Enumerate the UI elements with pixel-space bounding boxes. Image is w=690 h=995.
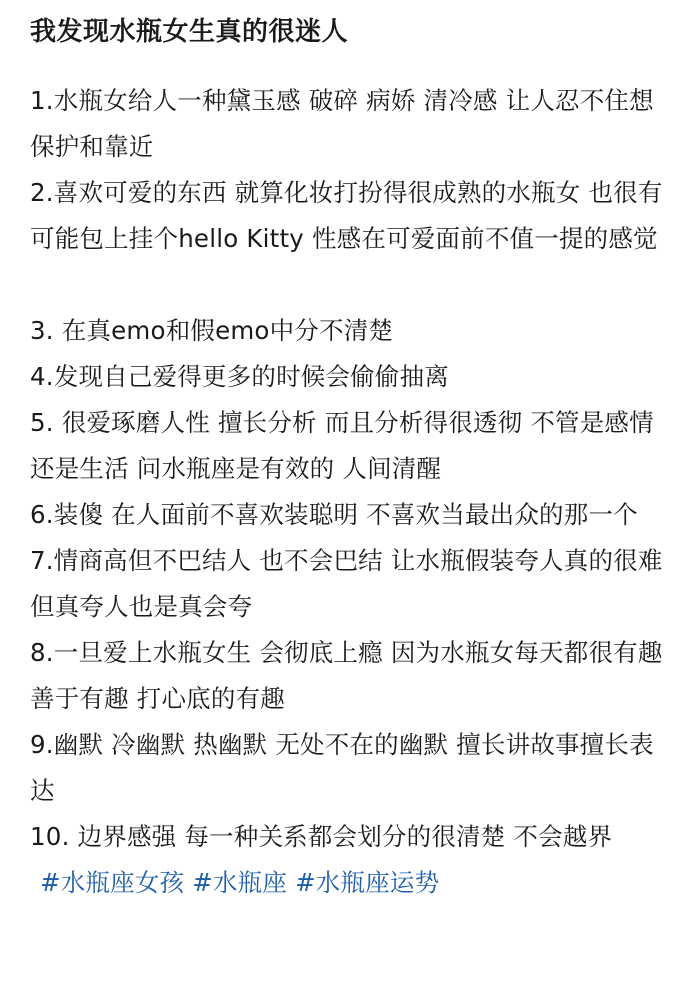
post-title: 我发现水瓶女生真的很迷人 — [30, 17, 349, 47]
hashtag-list — [30, 868, 439, 897]
post-content — [30, 78, 666, 906]
hashtag-link[interactable]: #水瓶座 — [192, 868, 288, 897]
paragraph-9: 9.幽默 冷幽默 热幽默 无处不在的幽默 擅长讲故事擅长表达 — [30, 730, 654, 805]
post — [30, 10, 666, 906]
blank-line — [30, 262, 666, 308]
paragraph-1: 1.水瓶女给人一种黛玉感 破碎 病娇 清冷感 让人忍不住想保护和靠近 — [30, 86, 654, 161]
paragraph-5: 5. 很爱琢磨人性 擅长分析 而且分析得很透彻 不管是感情还是生活 问水瓶座是有效的 人间清醒 — [30, 408, 654, 483]
hashtag-link[interactable]: #水瓶座女孩 — [40, 868, 185, 897]
paragraph-4: 4.发现自己爱得更多的时候会偷偷抽离 — [30, 362, 449, 391]
paragraph-6: 6.装傻 在人面前不喜欢装聪明 不喜欢当最出众的那一个 — [30, 500, 638, 529]
paragraph-10-text: 10. 边界感强 每一种关系都会划分的很清楚 不会越界 — [30, 822, 613, 851]
paragraph-3: 3. 在真emo和假emo中分不清楚 — [30, 316, 394, 345]
paragraph-7: 7.情商高但不巴结人 也不会巴结 让水瓶假装夸人真的很难 但真夸人也是真会夸 — [30, 546, 663, 621]
paragraph-10 — [30, 814, 666, 906]
paragraph-8: 8.一旦爱上水瓶女生 会彻底上瘾 因为水瓶女每天都很有趣 善于有趣 打心底的有趣 — [30, 638, 663, 713]
paragraph-2: 2.喜欢可爱的东西 就算化妆打扮得很成熟的水瓶女 也很有可能包上挂个hello Kitty 性感在可爱面前不值一提的感觉 — [30, 178, 663, 253]
hashtag-link[interactable]: #水瓶座运势 — [295, 868, 440, 897]
